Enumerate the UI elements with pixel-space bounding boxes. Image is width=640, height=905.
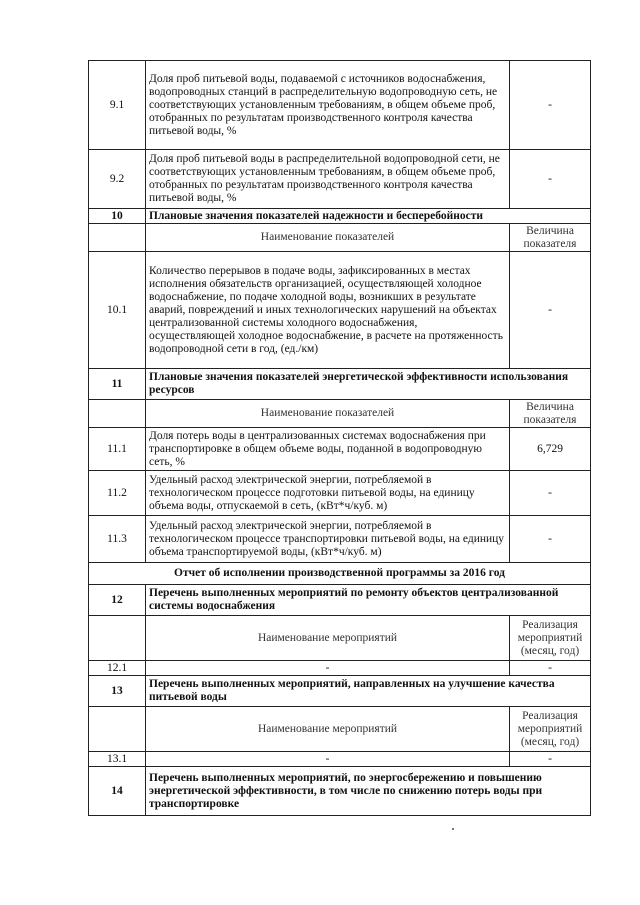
table-row	[89, 752, 591, 767]
table-row	[89, 61, 591, 150]
indicator-value: 6,729	[510, 428, 591, 471]
indicators-table	[88, 60, 591, 816]
section-row	[89, 585, 591, 616]
row-number: 11.2	[89, 471, 146, 516]
indicator-text: Удельный расход электрической энергии, потребляемой в технологическом процессе транспортировки питьевой воды, на единицу объема транспортируемой воды, (кВт*ч/куб. м)	[146, 516, 510, 563]
measure-date: -	[510, 752, 591, 767]
measure-date: -	[510, 661, 591, 676]
column-header-value: Величина показателя	[510, 224, 591, 252]
table-row	[89, 471, 591, 516]
section-number: 13	[89, 676, 146, 707]
section-number: 11	[89, 369, 146, 400]
section-row	[89, 676, 591, 707]
row-number: 9.1	[89, 61, 146, 150]
indicator-value: -	[510, 471, 591, 516]
table-row	[89, 252, 591, 369]
column-header-value: Реализация мероприятий (месяц, год)	[510, 616, 591, 661]
section-title: Перечень выполненных мероприятий, по энергосбережению и повышению энергетической эффективности, в том числе по снижению потерь воды при транспортировке	[146, 767, 591, 816]
empty-cell	[89, 224, 146, 252]
subheader-row	[89, 224, 591, 252]
indicator-text: Доля потерь воды в централизованных системах водоснабжения при транспортировке в общем объеме воды, поданной в водопроводную сеть, %	[146, 428, 510, 471]
subheader-row	[89, 616, 591, 661]
section-title: Плановые значения показателей энергетической эффективности использования ресурсов	[146, 369, 591, 400]
section-row	[89, 369, 591, 400]
row-number: 12.1	[89, 661, 146, 676]
section-number: 12	[89, 585, 146, 616]
empty-cell	[89, 616, 146, 661]
empty-cell	[89, 707, 146, 752]
empty-cell	[89, 400, 146, 428]
subheader-row	[89, 400, 591, 428]
row-number: 10.1	[89, 252, 146, 369]
indicator-text: Количество перерывов в подаче воды, зафиксированных в местах исполнения обязательств организацией, осуществляющей холодное водоснабжение, по подаче холодной воды, возникших в результате аварий, повреждений и иных технологических нарушений на объектах централизованной системы холодного водоснабжения, осуществляющей холодное водоснабжение, в расчете на протяженность водопроводной сети в год, (ед./км)	[146, 252, 510, 369]
section-number: 10	[89, 209, 146, 224]
measure-text: -	[146, 661, 510, 676]
indicator-text: Доля проб питьевой воды, подаваемой с источников водоснабжения, водопроводных станций в распределительную водопроводную сеть, не соответствующих установленным требованиям, в общем объеме проб, отобранных по результатам производственного контроля качества питьевой воды, %	[146, 61, 510, 150]
subheader-row	[89, 707, 591, 752]
report-heading: Отчет об исполнении производственной программы за 2016 год	[89, 563, 591, 585]
table-row	[89, 516, 591, 563]
row-number: 13.1	[89, 752, 146, 767]
table-row	[89, 428, 591, 471]
row-number: 11.1	[89, 428, 146, 471]
column-header-value: Реализация мероприятий (месяц, год)	[510, 707, 591, 752]
section-number: 14	[89, 767, 146, 816]
section-row	[89, 209, 591, 224]
table-row	[89, 150, 591, 209]
column-header-value: Величина показателя	[510, 400, 591, 428]
scan-speck	[452, 828, 454, 830]
table-row	[89, 661, 591, 676]
column-header-name: Наименование мероприятий	[146, 707, 510, 752]
indicator-text: Удельный расход электрической энергии, потребляемой в технологическом процессе подготовки питьевой воды, на единицу объема воды, отпускаемой в сеть, (кВт*ч/куб. м)	[146, 471, 510, 516]
section-row	[89, 767, 591, 816]
section-title: Перечень выполненных мероприятий по ремонту объектов централизованной системы водоснабжения	[146, 585, 591, 616]
indicator-value: -	[510, 150, 591, 209]
row-number: 11.3	[89, 516, 146, 563]
section-title: Плановые значения показателей надежности и бесперебойности	[146, 209, 591, 224]
indicator-value: -	[510, 252, 591, 369]
column-header-name: Наименование показателей	[146, 224, 510, 252]
column-header-name: Наименование мероприятий	[146, 616, 510, 661]
measure-text: -	[146, 752, 510, 767]
indicator-text: Доля проб питьевой воды в распределительной водопроводной сети, не соответствующих установленным требованиям, в общем объеме проб, отобранных по результатам производственного контроля качества питьевой воды, %	[146, 150, 510, 209]
report-heading-row	[89, 563, 591, 585]
section-title: Перечень выполненных мероприятий, направленных на улучшение качества питьевой воды	[146, 676, 591, 707]
indicator-value: -	[510, 516, 591, 563]
column-header-name: Наименование показателей	[146, 400, 510, 428]
row-number: 9.2	[89, 150, 146, 209]
indicator-value: -	[510, 61, 591, 150]
